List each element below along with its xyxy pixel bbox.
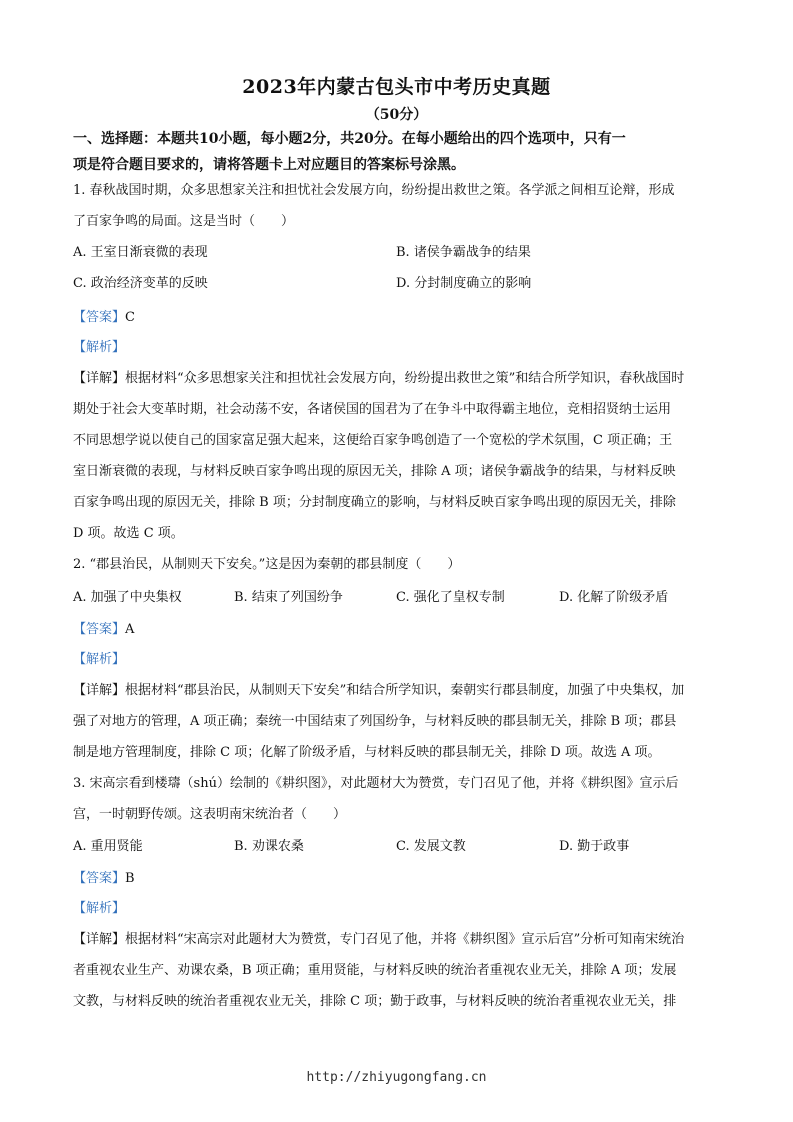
q2-option-b: B. 结束了列国纷争 <box>234 590 343 605</box>
q3-option-a: A. 重用贤能 <box>73 839 143 854</box>
q1-detail-line-3: 不同思想学说以使自己的国家富足强大起来，这便给百家争鸣创造了一个宽松的学术氛围，C 项正确；王 <box>73 433 673 448</box>
q2-option-c: C. 强化了皇权专制 <box>396 590 505 605</box>
answer-tag: 【答案】 <box>73 622 126 637</box>
detail-tag: 【详解】 <box>73 932 126 947</box>
q3-option-c: C. 发展文教 <box>396 839 466 854</box>
q3-detail-line-2: 者重视农业生产、劝课农桑，B 项正确；重用贤能，与材料反映的统治者重视农业无关，排除 A 项；发展 <box>73 963 677 978</box>
detail-tag: 【详解】 <box>73 683 126 698</box>
page-title: 2023年内蒙古包头市中考历史真题 <box>242 76 551 98</box>
q1-detail-line-6: D 项。故选 C 项。 <box>73 526 184 541</box>
footer-url: http://zhiyugongfang.cn <box>306 1070 487 1085</box>
q3-option-d: D. 勤于政事 <box>559 839 630 854</box>
q1-option-a: A. 王室日渐衰微的表现 <box>73 245 208 260</box>
q2-detail-line-1: 【详解】根据材料“郡县治民，从制则天下安矣”和结合所学知识，秦朝实行郡县制度，加强了中央集权，加 <box>73 683 685 698</box>
section-heading-line-2: 项是符合题目要求的，请将答题卡上对应题目的答案标号涂黑。 <box>73 157 465 173</box>
q2-stem-line-1: 2. “郡县治民，从制则天下安矣。”这是因为秦朝的郡县制度（ ） <box>73 557 461 572</box>
answer-value: B <box>125 871 135 886</box>
q3-analysis-tag: 【解析】 <box>73 901 126 916</box>
q2-option-d: D. 化解了阶级矛盾 <box>559 590 669 605</box>
q1-analysis-tag: 【解析】 <box>73 340 126 355</box>
answer-value: C <box>125 310 135 325</box>
q3-detail-line-3: 文教，与材料反映的统治者重视农业无关，排除 C 项；勤于政事，与材料反映的统治者重视农业无关，排 <box>73 994 677 1009</box>
q1-answer <box>73 307 723 329</box>
q1-detail-line-5: 百家争鸣出现的原因无关，排除 B 项；分封制度确立的影响，与材料反映百家争鸣出现的原因无关，排除 <box>73 495 676 510</box>
q3-answer <box>73 868 723 890</box>
q1-detail-line-4: 室日渐衰微的表现，与材料反映百家争鸣出现的原因无关，排除 A 项；诸侯争霸战争的结果，与材料反映 <box>73 464 676 479</box>
answer-tag: 【答案】 <box>73 310 126 325</box>
q2-option-a: A. 加强了中央集权 <box>73 590 182 605</box>
q1-detail-line-1: 【详解】根据材料“众多思想家关注和担忧社会发展方向，纷纷提出救世之策”和结合所学知识，春秋战国时 <box>73 371 685 386</box>
q1-option-b: B. 诸侯争霸战争的结果 <box>396 245 531 260</box>
q1-option-d: D. 分封制度确立的影响 <box>396 276 532 291</box>
section-heading-line-1: 一、选择题：本题共10小题，每小题2分，共20分。在每小题给出的四个选项中，只有一 <box>73 131 626 147</box>
q1-option-c: C. 政治经济变革的反映 <box>73 276 208 291</box>
detail-tag: 【详解】 <box>73 371 126 386</box>
q3-option-b: B. 劝课农桑 <box>234 839 304 854</box>
q3-stem-line-1: 3. 宋高宗看到楼璹（shú）绘制的《耕织图》，对此题材大为赞赏，专门召见了他，并将《耕织图》宣示后 <box>73 776 679 791</box>
q2-detail-line-2: 强了对地方的管理，A 项正确；秦统一中国结束了列国纷争，与材料反映的郡县制无关，排除 B 项；郡县 <box>73 714 677 729</box>
answer-tag: 【答案】 <box>73 871 126 886</box>
q3-detail-line-1: 【详解】根据材料“宋高宗对此题材大为赞赏，专门召见了他，并将《耕织图》宣示后宫”分析可知南宋统治 <box>73 932 685 947</box>
q3-stem-line-2: 宫，一时朝野传颂。这表明南宋统治者（ ） <box>73 807 347 822</box>
answer-value: A <box>125 622 135 637</box>
q2-detail-line-3: 制是地方管理制度，排除 C 项；化解了阶级矛盾，与材料反映的郡县制无关，排除 D 项。故选 A 项。 <box>73 745 661 760</box>
q1-stem-line-1: 1. 春秋战国时期，众多思想家关注和担忧社会发展方向，纷纷提出救世之策。各学派之间相互论辩，形成 <box>73 183 675 198</box>
page-subtitle: （50分） <box>365 107 428 123</box>
q2-answer <box>73 619 723 641</box>
q1-stem-line-2: 了百家争鸣的局面。这是当时（ ） <box>73 214 295 229</box>
q1-detail-line-2: 期处于社会大变革时期，社会动荡不安，各诸侯国的国君为了在争斗中取得霸主地位，竞相招贤纳士运用 <box>73 402 672 417</box>
q2-analysis-tag: 【解析】 <box>73 652 126 667</box>
